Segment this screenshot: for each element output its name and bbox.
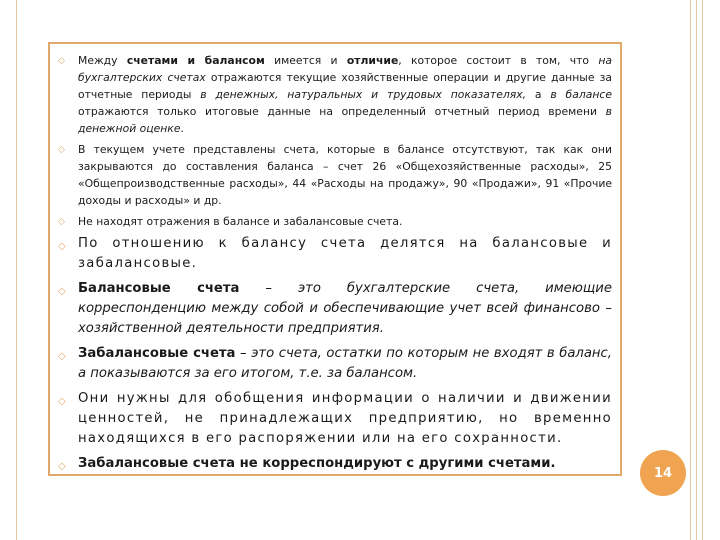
item-text: Не находят отражения в балансе и забалансовые счета. [78,215,403,228]
diamond-bullet-icon: ◇ [58,396,67,407]
list-item [58,52,612,137]
item-text: В текущем учете представлены счета, которые в балансе отсутствуют, так как они закрываются до составления баланса – счет 26 «Общехозяйственные расходы», 25 «Общепроизводственные расходы», 44 «Расходы на продажу», 90 «Продажи», 91 «Прочие доходы и расходы» и др. [78,143,612,207]
diamond-bullet-icon: ◇ [58,461,66,472]
diamond-bullet-icon: ◇ [58,286,66,297]
diamond-bullet-icon: ◇ [58,217,65,227]
right-decor-line [702,0,703,540]
page-number-badge [640,450,686,496]
item-text: Между счетами и балансом имеется и отличие, которое состоит в том, что на бухгалтерских счетах отражаются текущие хозяйственные операции и другие данные за отчетные периоды в денежных, натуральных и трудовых показателях, а в балансе отражаются только итоговые данные на определенный отчетный период времени в денежной оценке. [78,54,613,135]
diamond-bullet-icon: ◇ [58,241,67,252]
list-item [58,279,612,339]
left-decor-line [16,0,17,540]
diamond-bullet-icon: ◇ [58,56,65,66]
item-text: Забалансовые счета не корреспондируют с другими счетами. [78,456,556,471]
list-item [58,213,612,230]
item-text: Балансовые счета – это бухгалтерские счета, имеющие корреспонденцию между собой и обеспечивающие учет всей финансово – хозяйственной деятельности предприятия. [78,281,612,336]
right-decor-line [690,0,691,540]
page-number: 14 [653,465,673,481]
list-item [58,389,612,449]
right-decor-line [696,0,697,540]
list-item [58,344,612,384]
content-frame [48,42,622,476]
bullet-list [58,52,612,474]
diamond-bullet-icon: ◇ [58,351,66,362]
diamond-bullet-icon: ◇ [58,145,65,155]
list-item [58,141,612,209]
item-text: Забалансовые счета – это счета, остатки по которым не входят в баланс, а показываются за его итогом, т.е. за балансом. [78,346,612,381]
item-text: По отношению к балансу счета делятся на балансовые и забалансовые. [78,236,612,271]
item-text: Они нужны для обобщения информации о наличии и движении ценностей, не принадлежащих предприятию, но временно находящихся в его распоряжении или на его сохранности. [78,391,612,446]
list-item [58,454,612,474]
list-item [58,234,612,274]
